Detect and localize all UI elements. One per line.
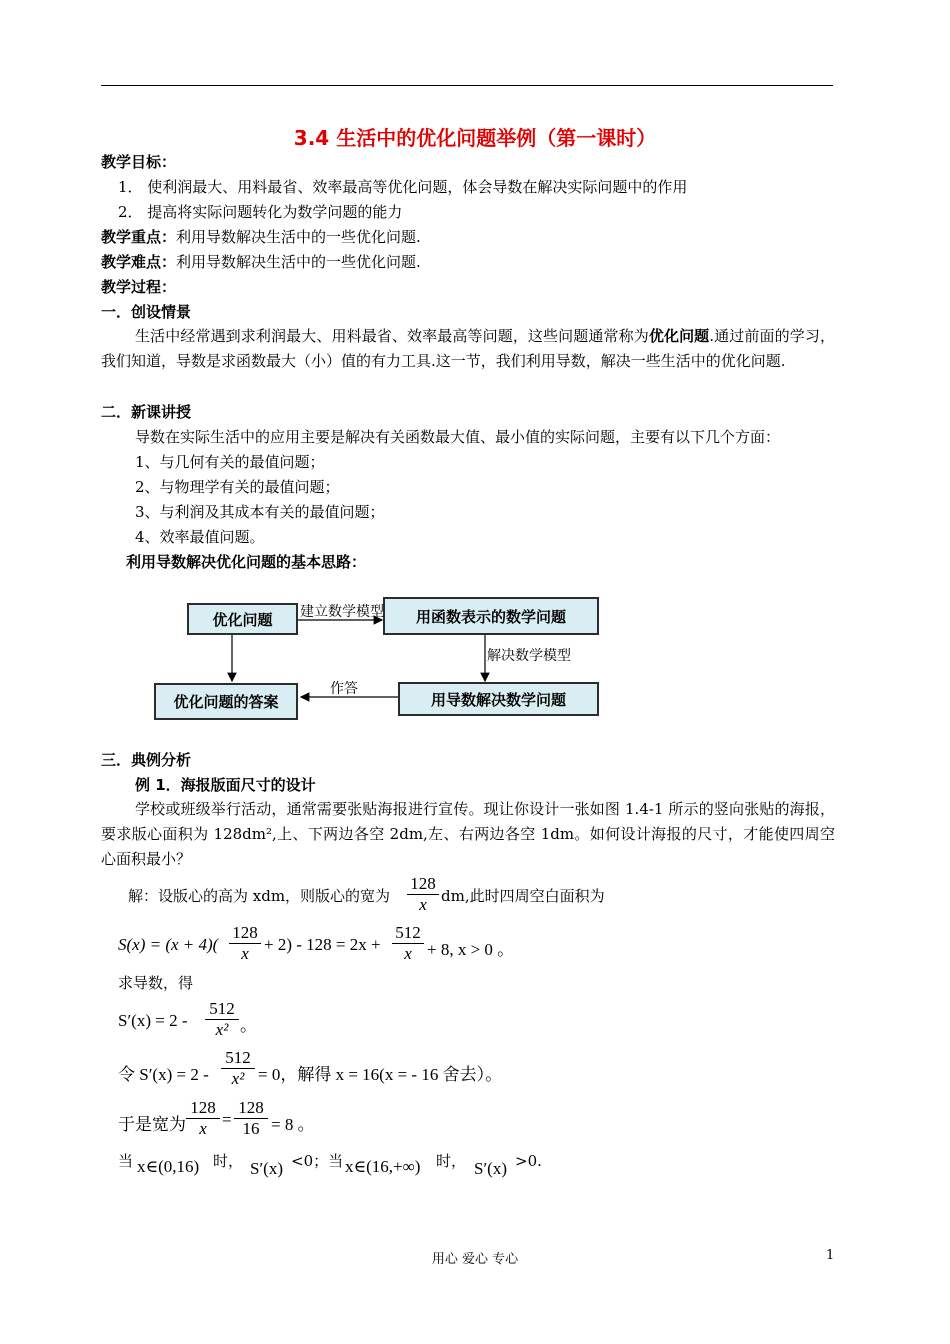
fraction-numerator: 128 [186, 1098, 220, 1119]
fraction-numerator: 128 [229, 923, 261, 944]
footer-text: 用心 爱心 专心 [431, 1252, 519, 1267]
fraction-numerator: 512 [392, 923, 424, 944]
fraction-denominator: x [419, 895, 427, 914]
fraction-512-over-x2 [221, 1048, 255, 1089]
section1-text-bold: 优化问题 [648, 327, 710, 345]
focus-label: 教学重点： [101, 228, 177, 246]
goal-item: 2． 提高将实际问题转化为数学问题的能力 [118, 203, 403, 221]
fraction-512-over-x2 [205, 999, 239, 1040]
fraction-numerator: 512 [205, 999, 239, 1020]
goal-item: 1． 使利润最大、用料最省、效率最高等优化问题，体会导数在解决实际问题中的作用 [118, 178, 688, 196]
flow-box-derivative-solve: 用导数解决数学问题 [398, 682, 599, 716]
last-line-d: 时， [436, 1152, 467, 1170]
page-title: 3.4 生活中的优化问题举例（第一课时） [293, 126, 657, 150]
fraction-512-over-x [392, 923, 424, 964]
arrow-label-solve: 解决数学模型 [487, 648, 571, 664]
last-line-e: >0. [515, 1152, 542, 1170]
example-problem: 学校或班级举行活动，通常需要张贴海报进行宣传。现让你设计一张如图 1.4-1 所示的竖向张贴的海报，要求版心面积为 128dm²,上、下两边各空 2dm,左、右两边各空 1dm。如何设计海报的尺寸，才能使四周空心面积最小？ [101, 800, 835, 868]
process-heading: 教学过程： [101, 278, 177, 296]
list-item: 4、效率最值问题。 [135, 528, 265, 546]
fraction-128-over-x [229, 923, 261, 964]
fraction-denominator: x [241, 944, 249, 963]
fraction-128-over-x [407, 874, 439, 915]
eq1-part-a: S(x) = (x + 4)( [118, 935, 219, 954]
difficulty-text: 利用导数解决生活中的一些优化问题. [176, 253, 421, 271]
last-line-a: 当 [118, 1152, 134, 1170]
section2-heading: 二．新课讲授 [101, 403, 192, 421]
eq2-part-b: 。 [240, 1016, 257, 1035]
fraction-denominator: x² [215, 1020, 229, 1039]
fraction-denominator: x² [231, 1069, 245, 1088]
section3-heading: 三．典例分析 [101, 751, 192, 769]
fraction-denominator: x [404, 944, 412, 963]
flow-box-math-problem: 用函数表示的数学问题 [383, 597, 599, 635]
arrow-label-answer: 作答 [330, 681, 358, 697]
page-number: 1 [826, 1248, 835, 1263]
last-line-c: <0；当 [291, 1152, 344, 1170]
list-item: 2、与物理学有关的最值问题； [135, 478, 340, 496]
eq4-equals: = [222, 1110, 232, 1129]
solution-line1-a: 解：设版心的高为 xdm，则版心的宽为 [128, 887, 391, 905]
list-item: 1、与几何有关的最值问题； [135, 453, 325, 471]
fraction-128-over-16 [234, 1098, 268, 1139]
interval-1: x∈(0,16) [137, 1157, 200, 1176]
list-item: 3、与利润及其成本有关的最值问题； [135, 503, 385, 521]
eq1-part-c: + 8, x > 0 。 [427, 940, 515, 959]
goals-heading: 教学目标： [101, 153, 177, 171]
interval-2: x∈(16,+∞) [345, 1157, 421, 1176]
fraction-numerator: 128 [407, 874, 439, 895]
example-title: 例 1．海报版面尺寸的设计 [135, 776, 316, 794]
section1-text-b: .通过前面的学习，我们知道，导数是求函数最大（小）值的有力工具.这一节，我们利用导数，解决一些生活中的优化问题. [101, 327, 835, 370]
fraction-denominator: 16 [242, 1119, 260, 1138]
section2-intro: 导数在实际生活中的应用主要是解决有关函数最大值、最小值的实际问题，主要有以下几个方面： [135, 428, 781, 446]
focus-text: 利用导数解决生活中的一些优化问题. [176, 228, 421, 246]
eq3-part-a: 令 S′(x) = 2 - [118, 1065, 209, 1084]
difficulty-label: 教学难点： [101, 253, 177, 271]
section1-heading: 一．创设情景 [101, 303, 192, 321]
fraction-numerator: 128 [234, 1098, 268, 1119]
last-line-b: 时， [213, 1152, 244, 1170]
fraction-128-over-x [186, 1098, 220, 1139]
flow-box-optimization-problem: 优化问题 [187, 603, 298, 635]
fraction-denominator: x [199, 1119, 207, 1138]
derivative-2: S′(x) [474, 1159, 507, 1178]
derive-label: 求导数，得 [118, 974, 194, 992]
eq1-part-b: + 2) - 128 = 2x + [264, 935, 381, 954]
eq2-part-a: S′(x) = 2 - [118, 1011, 188, 1030]
arrow-label-build: 建立数学模型 [300, 604, 384, 620]
derivative-1: S′(x) [250, 1159, 283, 1178]
basic-idea-heading: 利用导数解决优化问题的基本思路： [126, 553, 367, 571]
solution-line1-b: dm,此时四周空白面积为 [441, 887, 605, 905]
section1-text-a: 生活中经常遇到求利润最大、用料最省、效率最高等问题，这些问题通常称为 [135, 327, 649, 345]
eq3-part-b: = 0，解得 x = 16(x = - 16 舍去）。 [258, 1065, 503, 1084]
fraction-numerator: 512 [221, 1048, 255, 1069]
eq4-part-a: 于是宽为 [118, 1115, 186, 1134]
eq4-part-b: = 8 。 [271, 1115, 315, 1134]
flow-box-answer: 优化问题的答案 [154, 683, 298, 720]
